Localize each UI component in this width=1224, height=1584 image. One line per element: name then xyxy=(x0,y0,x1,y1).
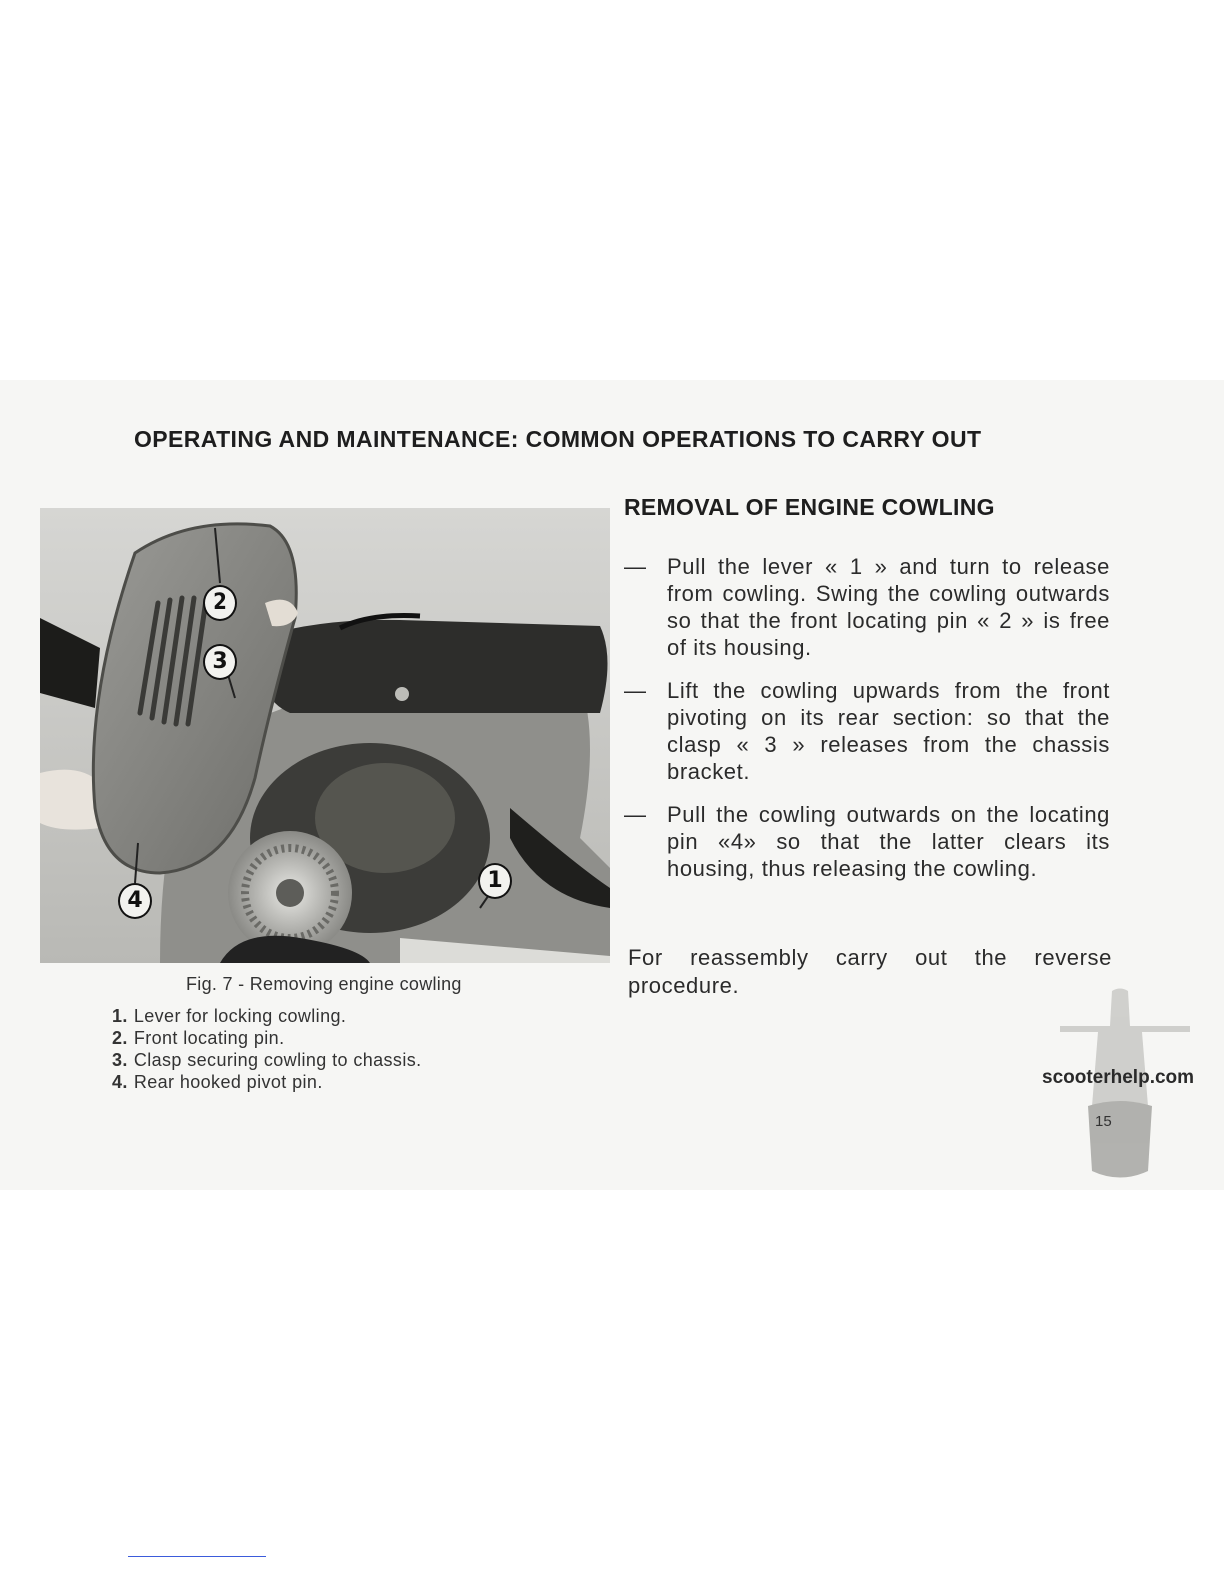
figure-photo xyxy=(40,508,610,963)
section-title: REMOVAL OF ENGINE COWLING xyxy=(624,494,995,520)
legend-item: 1. Lever for locking cowling. xyxy=(112,1006,347,1026)
callout-1: 1 xyxy=(478,863,512,899)
closing-note: For reassembly carry out the reverse procedure. xyxy=(628,945,1112,998)
procedure-step: — Pull the lever « 1 » and turn to release from cowling. Swing the cowling outwards so that the front locating pin « 2 » is free of its housing. xyxy=(624,554,1110,660)
callout-3: 3 xyxy=(203,644,237,680)
page-header: OPERATING AND MAINTENANCE: COMMON OPERATIONS TO CARRY OUT xyxy=(134,426,982,452)
callout-4: 4 xyxy=(118,883,152,919)
legend-item: 3. Clasp securing cowling to chassis. xyxy=(112,1050,422,1070)
procedure-steps xyxy=(624,553,1110,898)
legend-item: 4. Rear hooked pivot pin. xyxy=(112,1072,323,1092)
procedure-step: — Pull the cowling outwards on the locating pin «4» so that the latter clears its housing, thus releasing the cowling. xyxy=(624,802,1110,881)
figure-legend xyxy=(112,1005,422,1093)
callout-2: 2 xyxy=(203,585,237,621)
legend-item: 2. Front locating pin. xyxy=(112,1028,285,1048)
procedure-step: — Lift the cowling upwards from the front pivoting on its rear section: so that the clasp « 3 » releases from the chassis bracket. xyxy=(624,678,1110,784)
footer-divider xyxy=(128,1556,266,1557)
figure-caption: Fig. 7 - Removing engine cowling xyxy=(186,974,462,994)
page-number: 15 xyxy=(1095,1113,1112,1130)
watermark-text[interactable]: scooterhelp.com xyxy=(1042,1067,1195,1088)
